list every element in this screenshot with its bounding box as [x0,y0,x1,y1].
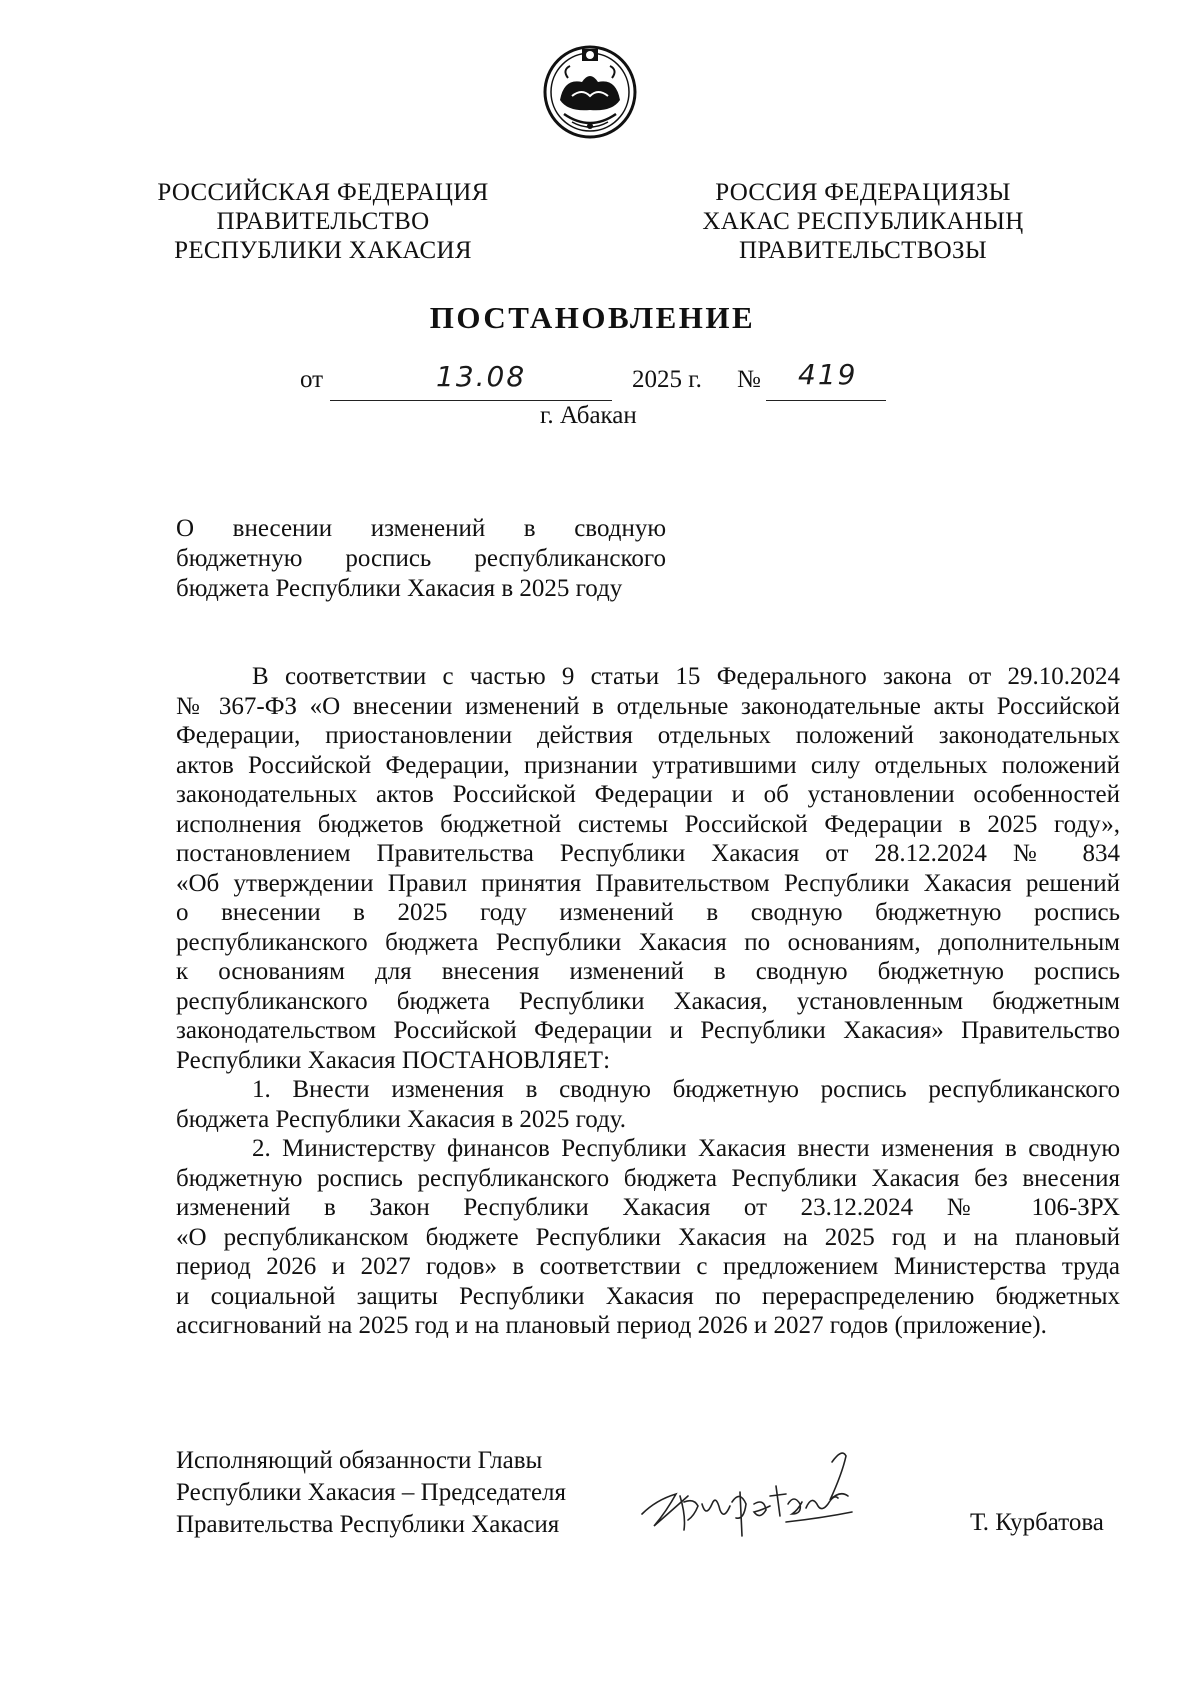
header-left-line-1: РОССИЙСКАЯ ФЕДЕРАЦИЯ [157,179,489,206]
signatory-position-line: Правительства Республики Хакасия [176,1511,560,1538]
body-line: законодательных актов Российской Федерации и об установлении особенностей [176,781,1120,808]
header-russian [140,178,506,265]
signatory-position-line: Республики Хакасия – Председателя [176,1479,567,1506]
body-line: постановлением Правительства Республики Хакасия от 28.12.2024 № 834 [176,840,1120,867]
body-line: период 2026 и 2027 годов» в соответствии с предложением Министерства труда [176,1253,1120,1280]
header-left-line-2: ПРАВИТЕЛЬСТВО [216,208,430,235]
body-line: 1. Внести изменения в сводную бюджетную роспись республиканского [252,1076,1120,1103]
document-body [176,662,1120,1341]
subject-line: О внесении изменений в сводную [176,515,666,542]
year-label: 2025 г. [632,366,702,393]
body-line: 2. Министерству финансов Республики Хакасия внести изменения в сводную [252,1135,1120,1162]
header-right-line-3: ПРАВИТЕЛЬСТВОЗЫ [739,237,987,264]
handwritten-number: 419 [798,358,858,391]
body-line: «Об утверждении Правил принятия Правительством Республики Хакасия решений [176,869,1120,897]
handwritten-date: 13.08 [436,360,527,393]
number-blank-line [766,400,886,402]
body-line: республиканского бюджета Республики Хакасия по основаниям, дополнительным [176,928,1120,956]
body-line: В соответствии с частью 9 статьи 15 Федерального закона от 29.10.2024 [252,663,1120,690]
number-label: № [737,366,761,393]
body-line: бюджета Республики Хакасия в 2025 году. [176,1105,627,1133]
handwritten-signature [636,1442,896,1542]
signatory-position-line: Исполняющий обязанности Главы [176,1447,543,1474]
body-line: актов Российской Федерации, признании утратившими силу отдельных положений [176,751,1120,779]
document-subject [176,514,666,604]
document-title: ПОСТАНОВЛЕНИЕ [429,300,756,335]
body-line: исполнения бюджетов бюджетной системы Российской Федерации в 2025 году», [176,810,1120,838]
body-line: «О республиканском бюджете Республики Хакасия на 2025 год и на плановый [176,1223,1120,1251]
subject-line: бюджетную роспись республиканского [176,545,666,572]
body-line: к основаниям для внесения изменений в сводную бюджетную роспись [176,958,1120,985]
body-line: Федерации, приостановлении действия отдельных положений законодательных [176,722,1120,749]
header-right-line-1: РОССИЯ ФЕДЕРАЦИЯЗЫ [715,179,1011,206]
header-right-line-2: ХАКАС РЕСПУБЛИКАНЫҢ [702,208,1024,235]
body-line: № 367-ФЗ «О внесении изменений в отдельные законодательные акты Российской [176,692,1120,720]
body-line: ассигнований на 2025 год и на плановый период 2026 и 2027 годов (приложение). [176,1312,1047,1339]
signatory-position [176,1445,566,1541]
coat-of-arms-emblem [542,40,638,144]
body-line: Республики Хакасия ПОСТАНОВЛЯЕТ: [176,1046,611,1074]
subject-line: бюджета Республики Хакасия в 2025 году [176,575,623,602]
body-line: законодательством Российской Федерации и Республики Хакасия» Правительство [176,1017,1120,1044]
city-label: г. Абакан [540,402,637,429]
body-line: бюджетную роспись республиканского бюджета Республики Хакасия без внесения [176,1164,1120,1192]
body-line: и социальной защиты Республики Хакасия по перераспределению бюджетных [176,1282,1120,1310]
body-line: о внесении в 2025 году изменений в сводную бюджетную роспись [176,899,1120,926]
body-line: изменений в Закон Республики Хакасия от 23.12.2024 № 106-ЗРХ [176,1194,1120,1221]
header-left-line-3: РЕСПУБЛИКИ ХАКАСИЯ [174,237,472,264]
header-khakas [680,178,1046,265]
body-line: республиканского бюджета Республики Хакасия, установленным бюджетным [176,987,1120,1015]
signatory-name: Т. Курбатова [970,1509,1104,1536]
date-prefix: от [300,366,324,393]
